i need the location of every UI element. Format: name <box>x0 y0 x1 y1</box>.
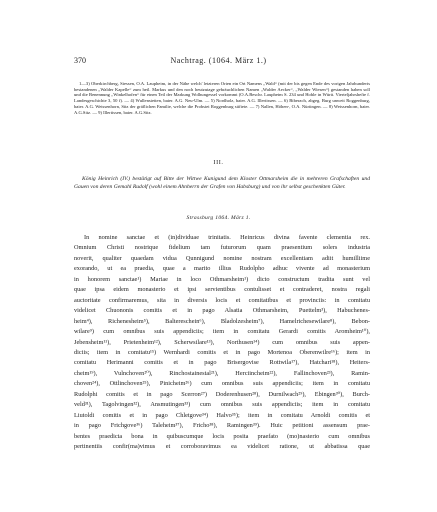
text-line: Liutoldi comitis et in pago Chletgove³⁴) Halvo³⁵); item in comitatu Arnoldi comitis et <box>74 411 370 419</box>
text-line: diciis; item in comitatu¹⁵) Wernhardi comitis et in pago Mortenoa Oberenwilre¹⁶); item in <box>74 348 370 356</box>
page-number: 370 <box>74 56 86 65</box>
text-line: in honorem sanctae¹) Mariae in loco Othmarsheim¹) dicto constructum tradita sunt vel <box>74 275 370 283</box>
text-line: pertinentiis confir(ma)vimus et corroboravimus ea videlicet ratione, ut abbatissa quae <box>74 443 370 451</box>
page-header <box>74 56 363 68</box>
regest <box>74 176 370 191</box>
footnotes <box>74 81 370 115</box>
charter-text <box>74 233 370 453</box>
text-line: choven²⁴), Ottlinchoven²⁵), Pinicheim²⁶) cum omnibus suis appendiciis; item in comitatu <box>74 380 370 388</box>
text-line: Rudolphi comitis et in pago Scerron²⁷) Doderenhusen²⁸), Durnilwach²⁹), Ebingen³⁰), Burch- <box>74 390 370 398</box>
text-line: noverit, qualiter quaedam vidua Qunnigund nomine nostram excellentiam adiit humilliime <box>74 254 370 262</box>
footnote-paragraph: 1—3) Oberkirchberg, Siessen, O.A. Laupheim, in der Nähe welch' letzteren Orten ein Ort Namens „Wald“ (mit der bis gegen Ende des vorigen Jahrhunderts bestandenen „Walder Kapelle“ zum heil. Markus und den noch heutzutage gebräuchlichen Namen „Walder Aecker“, „Walder Wiesen“) gestanden haben soll und die Benennung „Winkelhofen“ für einen Teil der Markung Wolhungessel vorkommt (O.A.Beschr. Laupheim S. 234 und Hoble in Württ. Vierteljahrshefte f. Landesgeschichte 3, 50 f). — 4) Wullenstetten, baier. A.G. Neu-Ulm. — 5) Nordholz, baier. A.G. Illertissen. — 6) Biberach, abgeg. Burg unweit Roggenburg, baier. A.G. Weissenhorn, Sitz der gräflichen Familie, welche die Probstei Roggenburg stiftete. — 7) Nallen, Höhen-, O.A. Nürtingen. — 8) Weissenhorn, baier. A.G.Sitz. — 9) Illertissen, baier. A.G.Sitz. <box>74 81 370 115</box>
text-line: exorando, ut ea praedia, quae a marito illius Rudolpho adhuc vivente ad monasterium <box>74 265 370 273</box>
text-line: Jebensheim¹¹), Prietenheim¹²), Scherwsilare¹³), Northusen¹⁴) cum omnibus suis appen- <box>74 338 370 346</box>
text-line: Omnium Christi nostrique fidelium tam futurorum quam praesentium solers industria <box>74 244 370 252</box>
text-line: in pago Frichgove³⁶) Taleheim³⁷), Fricho³⁸), Ramingen³⁹). Huic petitioni assensum prae- <box>74 422 370 430</box>
text-line: wilare⁹) cum omnibus suis appendiciis; item in comitatu Gerardi comitis Aromheim¹⁰), <box>74 328 370 336</box>
regest-text: König Heinrich (IV.) bestätigt auf Bitte der Wittwe Kunigund dem Kloster Ottmarsheim die in mehreren Grafschaften und Gauen von deren Gemahl Rudolf (wohl einem Ahnherrn der Grafen von Habsburg) und von ihr selbst geschenkten Güter. <box>74 176 370 190</box>
text-line: auctoritate confirmaremus, sita in diversis locis et comitatibus et provinciis: in comitatu <box>74 296 370 304</box>
text-line: veld³¹), Tagolvingen³²), Ansmutingen³³) cum omnibus suis appendiciis; item in comitatu <box>74 401 370 409</box>
section-number: III. <box>213 159 224 166</box>
text-line: cheim¹⁹), Vulnchoven²⁰), Rinchostainestal²¹), Herciincheim²²), Fallinchoven²³), Ramin- <box>74 369 370 377</box>
text-line: comitatu Herimanni comitis et in pago Brisergovise Rottwila¹⁷), Hatchari¹⁸), Heiters- <box>74 359 370 367</box>
text-line: heim⁴), Richenesheim⁵), Baltereschein⁶), Bladolzesheim⁷), Hamelrichesewilare⁸), Bebon- <box>74 317 370 325</box>
text-line: bentes praedicta bona in quibuscumque locis posita praefato (mo)nasterio cum omnibus <box>74 432 370 440</box>
dateline: Strassburg 1064. März 1. <box>186 215 251 221</box>
text-line: quae ipsa eidem monasterio et ipsi servientibus contulisset et contraderet, nostra regali <box>74 286 370 294</box>
text-line: videlicet Chuononis comitis et in pago Alsatia Othmarsheim, Puettelm³), Habuchenes- <box>74 307 370 315</box>
running-title: Nachtrag. (1064. März 1.) <box>170 56 267 65</box>
text-line: In nomine sanctae et (in)dividuae trinitatis. Heinricus divina favente clementia rex. <box>84 234 370 241</box>
